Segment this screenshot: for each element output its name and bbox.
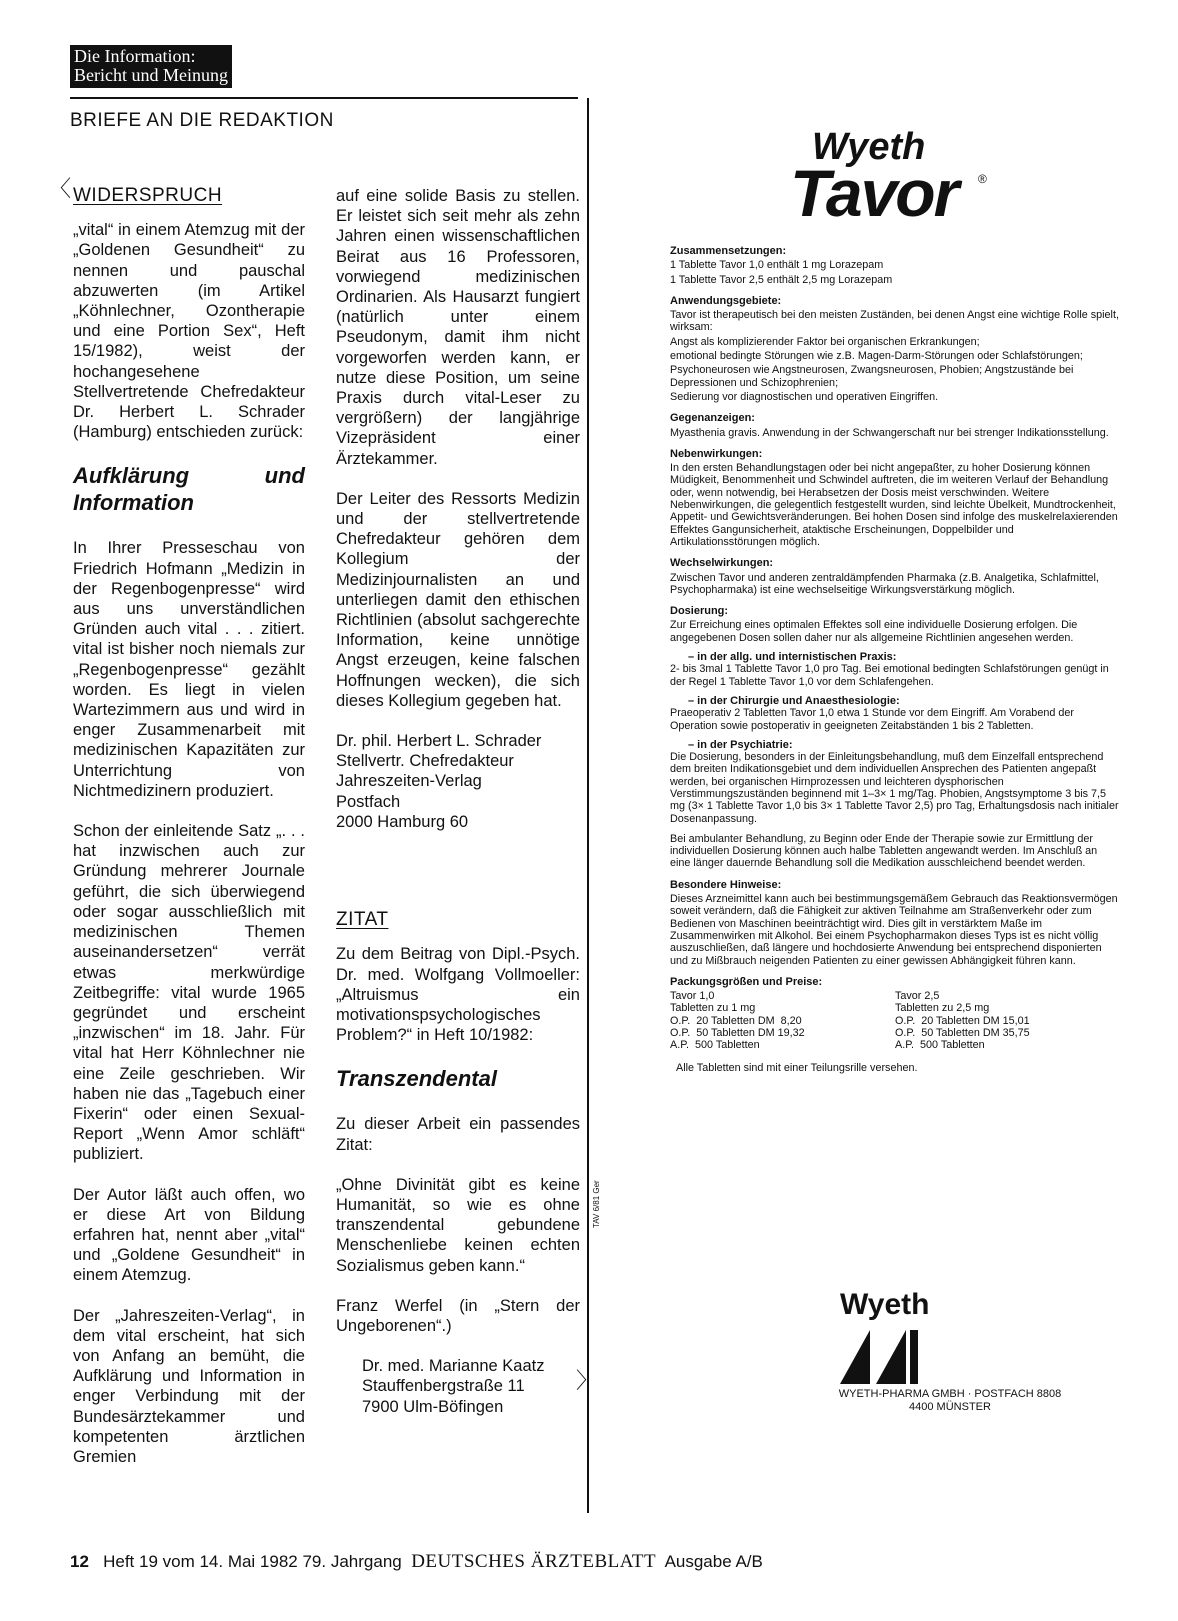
topic-widerspruch: WIDERSPRUCH bbox=[73, 185, 223, 206]
pack-line: A.P. 500 Tabletten bbox=[895, 1039, 985, 1052]
ambulant-text: Bei ambulanter Behandlung, zu Beginn oder Ende der Therapie sowie zur Ermittlung der individuellen Dosierung können auch halbe Tabletten angewandt werden. Im Anschluß an eine länger dauernde Behandlung soll die Medikation ausschleichend beendet werden. bbox=[670, 832, 1098, 870]
signature-line: Jahreszeiten-Verlag bbox=[336, 772, 482, 791]
issue-info: Heft 19 vom 14. Mai 1982 79. Jahrgang bbox=[103, 1552, 402, 1571]
letter1-headline: Aufklärung und Information bbox=[73, 463, 305, 516]
company-line-1: WYETH-PHARMA GMBH · POSTFACH 8808 bbox=[838, 1388, 1062, 1400]
letter1-paragraph-4: Der „Jahreszeiten-Verlag“, in dem vital erscheint, hat sich von Anfang an bemüht, die Aufklärung und Information in enger Verbindung mit der Bundesärztekammer und kompetenten ärztlichen Gremien bbox=[73, 1306, 305, 1466]
ad-section-title: Anwendungsgebiete: bbox=[670, 294, 782, 307]
letter2-signature bbox=[362, 1356, 598, 1417]
signature-line: Stauffenbergstraße 11 bbox=[362, 1377, 525, 1396]
letter1-paragraph-5: auf eine solide Basis zu stellen. Er leistet sich seit mehr als zehn Jahren einen wissenschaftlichen Beirat aus 16 Professoren, vorwiegend medizinischen Ordinarien. Als Hausarzt fungiert (natürlich unter einem Pseudonym, damit ihm nicht vorgeworfen werden kann, er nutze diese Position, um seine Praxis durch vital-Leser zu vergrößern) der langjährige Vizepräsident einer Ärztekammer. bbox=[336, 187, 580, 468]
column-divider bbox=[587, 98, 589, 1513]
ad-line: emotional bedingte Störungen wie z.B. Magen-Darm-Störungen oder Schlafstörungen; bbox=[670, 350, 1083, 363]
pack-line: O.P. 20 Tabletten DM 8,20 bbox=[670, 1014, 802, 1027]
ad-section-title: Besondere Hinweise: bbox=[670, 878, 782, 891]
letter-column-1 bbox=[49, 177, 305, 1487]
letter2-headline: Transzendental bbox=[336, 1066, 497, 1092]
ad-side-code: TAV 6/81 Ger bbox=[592, 1180, 601, 1228]
letter1-paragraph-3: Der Autor läßt auch offen, wo er diese Art von Bildung erfahren hat, nennt aber „vital“ und „Goldene Gesundheit“ in einem Atemzug. bbox=[73, 1185, 305, 1285]
signature-line: Dr. phil. Herbert L. Schrader bbox=[336, 732, 542, 751]
pack-note: Alle Tabletten sind mit einer Teilungsrille versehen. bbox=[676, 1061, 918, 1074]
dosing-text: Praeoperativ 2 Tabletten Tavor 1,0 etwa 1 Stunde vor dem Eingriff. Am Vorabend der Operation sowie postoperativ in geeigneten Zeitabständen 1 bis 2 Tabletten. bbox=[670, 707, 1074, 732]
signature-line: Dr. med. Marianne Kaatz bbox=[362, 1357, 545, 1376]
ad-text bbox=[670, 236, 1120, 1076]
letter2-quote: „Ohne Divinität gibt es keine Humanität, so wie es ohne transzendental gebundene Menschenliebe keinen echten Sozialismus geben kann.“ bbox=[336, 1175, 580, 1275]
ad-line: In den ersten Behandlungstagen oder bei nicht angepaßter, zu hoher Dosierung können Müdigkeit, Benommenheit und Schwindel auftreten, die im weiteren Verlauf der Behandlung oder, wenn notwendig, bei Herabsetzen der Dosis meist verschwinden. Weitere Nebenwirkungen, die gelegentlich festgestellt wurden, sind leichte Übelkeit, Mundtrockenheit, Appetit- und Gewichtsveränderungen. Bei hohen Dosen sind infolge des muskelrelaxierenden Effektes Gangunsicherheit, ataktische Erscheinungen, Doppelbilder und Artikulationsstörungen möglich. bbox=[670, 462, 1118, 548]
header-rule bbox=[70, 97, 578, 99]
ad-section-title: Dosierung: bbox=[670, 605, 729, 618]
section-heading: BRIEFE AN DIE REDAKTION bbox=[70, 110, 334, 131]
letter1-signature bbox=[336, 731, 580, 832]
ad-line: Myasthenia gravis. Anwendung in der Schwangerschaft nur bei strenger Indikationsstellung. bbox=[670, 426, 1109, 439]
ad-line: Zwischen Tavor und anderen zentraldämpfenden Pharmaka (z.B. Analgetika, Schlafmittel, Psychopharmaka) ist eine wechselseitige Wirkungsverstärkung möglich. bbox=[670, 571, 1099, 596]
wyeth-logo-mark-icon bbox=[840, 1330, 930, 1384]
ad-line: Zur Erreichung eines optimalen Effektes soll eine individuelle Dosierung erfolgen. Die angegebenen Dosen sollen daher nur als allgemeine Richtlinien angesehen werden. bbox=[670, 619, 1078, 644]
dosing-text: 2- bis 3mal 1 Tablette Tavor 1,0 pro Tag. Bei emotional bedingten Schlafstörungen genügt in der Regel 1 Tablette Tavor 1,0 vor dem Schlafengehen. bbox=[670, 663, 1109, 688]
letter1-paragraph-1: In Ihrer Presseschau von Friedrich Hofmann „Medizin in der Regenbogenpresse“ wird aus uns unverständlichen Gründen auch vital . . . zitiert. vital ist bisher noch niemals zur „Regenbogenpresse“ gezählt worden. Es liegt in vielen Wartezimmern aus und wird in enger Zusammenarbeit mit medizinischen Kapazitäten zur Unterrichtung von Nichtmedizinern produziert. bbox=[73, 539, 305, 800]
ad-section-title: Packungsgrößen und Preise: bbox=[670, 975, 823, 988]
badge-line-1: Die Information: bbox=[74, 46, 196, 66]
ad-section-title: Zusammensetzungen: bbox=[670, 245, 787, 257]
letter2-source: Franz Werfel (in „Stern der Ungeborenen“.) bbox=[336, 1296, 580, 1335]
ad-line: 1 Tablette Tavor 1,0 enthält 1 mg Lorazepam bbox=[670, 259, 884, 272]
dosing-title: – in der Chirurgie und Anaesthesiologie: bbox=[688, 694, 900, 707]
pack-line: O.P. 20 Tabletten DM 15,01 bbox=[895, 1014, 1030, 1027]
signature-line: Stellvertr. Chefredakteur bbox=[336, 752, 514, 771]
ad-line: Tavor ist therapeutisch bei den meisten Zuständen, bei denen Angst eine wichtige Rolle spielt, wirksam: bbox=[670, 309, 1119, 334]
pack-line: Tabletten zu 2,5 mg bbox=[895, 1002, 990, 1015]
signature-line: 7900 Ulm-Böfingen bbox=[362, 1397, 504, 1416]
letter1-paragraph-2: Schon der einleitende Satz „. . . hat inzwischen auch zur Gründung mehrerer Journale geführt, die sich überwiegend oder sogar ausschließlich mit medizinischen Themen auseinandersetzen“ verrät etwas merkwürdige Zeitbegriffe: vital wurde 1965 gegründet und erscheint „inzwischen“ im 18. Jahr. Für vital hat Herr Köhnlechner nie eine Zeile geschrieben. Wir haben nie das „Tagebuch einer Fixerin“ oder einen Sexual-Report „Wenn Amor schläft“ publiziert. bbox=[73, 822, 305, 1164]
pack-line: O.P. 50 Tabletten DM 35,75 bbox=[895, 1027, 1030, 1040]
pack-left bbox=[670, 990, 895, 1051]
pack-line: A.P. 500 Tabletten bbox=[670, 1039, 760, 1052]
pack-line: Tavor 1,0 bbox=[670, 990, 715, 1003]
ad-line: 1 Tablette Tavor 2,5 enthält 2,5 mg Lorazepam bbox=[670, 273, 893, 286]
topic-zitat: ZITAT bbox=[336, 909, 389, 931]
letter2-intro: Zu dem Beitrag von Dipl.-Psych. Dr. med. Wolfgang Vollmoeller: „Altruismus ein motivationspsychologisches Problem?“ in Heft 10/1982: bbox=[336, 945, 580, 1045]
pack-line: Tavor 2,5 bbox=[895, 990, 940, 1003]
letter1-paragraph-6: Der Leiter des Ressorts Medizin und der stellvertretende Chefredakteur gehören dem Kollegium der Medizinjournalisten an und unterliegen damit den ethischen Richtlinien (absolut sachgerechte Information, keine unnötige Angst erzeugen, keine falschen Hoffnungen wecken), die sich dieses Kollegium gegeben hat. bbox=[336, 489, 580, 710]
signature-line: Postfach bbox=[336, 792, 401, 811]
journal-name: DEUTSCHES ÄRZTEBLATT bbox=[411, 1551, 657, 1572]
page-footer bbox=[70, 1551, 763, 1573]
ad-line: Psychoneurosen wie Angstneurosen, Zwangsneurosen, Phobien; Angstzustände bei Depressionen und Schizophrenien; bbox=[670, 364, 1074, 389]
company-address bbox=[700, 1388, 1178, 1414]
pack-table bbox=[670, 990, 1120, 1051]
pack-line: O.P. 50 Tabletten DM 19,32 bbox=[670, 1027, 805, 1040]
pack-line: Tabletten zu 1 mg bbox=[670, 1002, 756, 1015]
letter2-paragraph-1: Zu dieser Arbeit ein passendes Zitat: bbox=[336, 1115, 580, 1154]
ad-line: Angst als komplizierender Faktor bei organischen Erkrankungen; bbox=[670, 335, 980, 348]
dosing-title: – in der Psychiatrie: bbox=[688, 738, 793, 751]
wyeth-logo-bottom: Wyeth bbox=[840, 1288, 930, 1321]
dosing-title: – in der allg. und internistischen Praxis: bbox=[688, 651, 897, 664]
page-number: 12 bbox=[70, 1552, 89, 1571]
letter1-intro: „vital“ in einem Atemzug mit der „Goldenen Gesundheit“ zu nennen und pauschal abzuwerten (im Artikel „Köhnlechner, Ozontherapie und eine Portion Sex“, Heft 15/1982), weist der hochangesehene Stellvertretende Chefredakteur Dr. Herbert L. Schrader (Hamburg) entschieden zurück: bbox=[73, 221, 305, 442]
badge-line-2: Bericht und Meinung bbox=[74, 65, 228, 85]
hints-text: Dieses Arzneimittel kann auch bei bestimmungsgemäßem Gebrauch das Reaktionsvermögen soweit verändern, daß die Fähigkeit zur aktiven Teilnahme am Straßenverkehr oder zum Bedienen von Maschinen beeinträchtigt wird. Dies gilt in verstärktem Maße im Zusammenwirken mit Alkohol. Bei einem Psychopharmakon dieses Typs ist es nicht völlig auszuschließen, daß längere und hochdosierte Anwendung bei entsprechend disponierten und zu Mißbrauch neigenden Patienten zu einer gewissen Abhängigkeit führen kann. bbox=[670, 893, 1118, 967]
wyeth-logo-top: Wyeth bbox=[812, 126, 926, 168]
ad-line: Sedierung vor diagnostischen und operativen Eingriffen. bbox=[670, 390, 939, 403]
close-marker-icon: 〉 bbox=[575, 1369, 598, 1395]
pack-right bbox=[895, 990, 1120, 1051]
edition: Ausgabe A/B bbox=[664, 1552, 763, 1571]
company-line-2: 4400 MÜNSTER bbox=[909, 1401, 991, 1413]
ad-section-title: Gegenanzeigen: bbox=[670, 412, 755, 425]
open-marker-icon: 〈 bbox=[49, 177, 72, 202]
ad-section-title: Nebenwirkungen: bbox=[670, 447, 763, 460]
ad-section-title: Wechselwirkungen: bbox=[670, 557, 774, 570]
signature-line: 2000 Hamburg 60 bbox=[336, 812, 469, 831]
registered-mark: ® bbox=[978, 172, 987, 186]
section-badge bbox=[70, 45, 232, 88]
tavor-logo: Tavor bbox=[790, 156, 958, 230]
dosing-text: Die Dosierung, besonders in der Einleitungsbehandlung, muß dem Einzelfall entsprechend dem breiten Indikationsgebiet und dem individuellen Ansprechen des Patienten angepaßt werden, bei organischen Hirnprozessen und leichteren dysphorischen Verstimmungszuständen beginnend mit 1–3× 1 mg/Tag. Phobien, Angstsymptome 3 bis 7,5 mg (3× 1 Tablette Tavor 1,0 bis 3× 1 Tablette Tavor 2,5) pro Tag, Erhaltungsdosis nach initialer Dosenanpassung. bbox=[670, 751, 1119, 825]
